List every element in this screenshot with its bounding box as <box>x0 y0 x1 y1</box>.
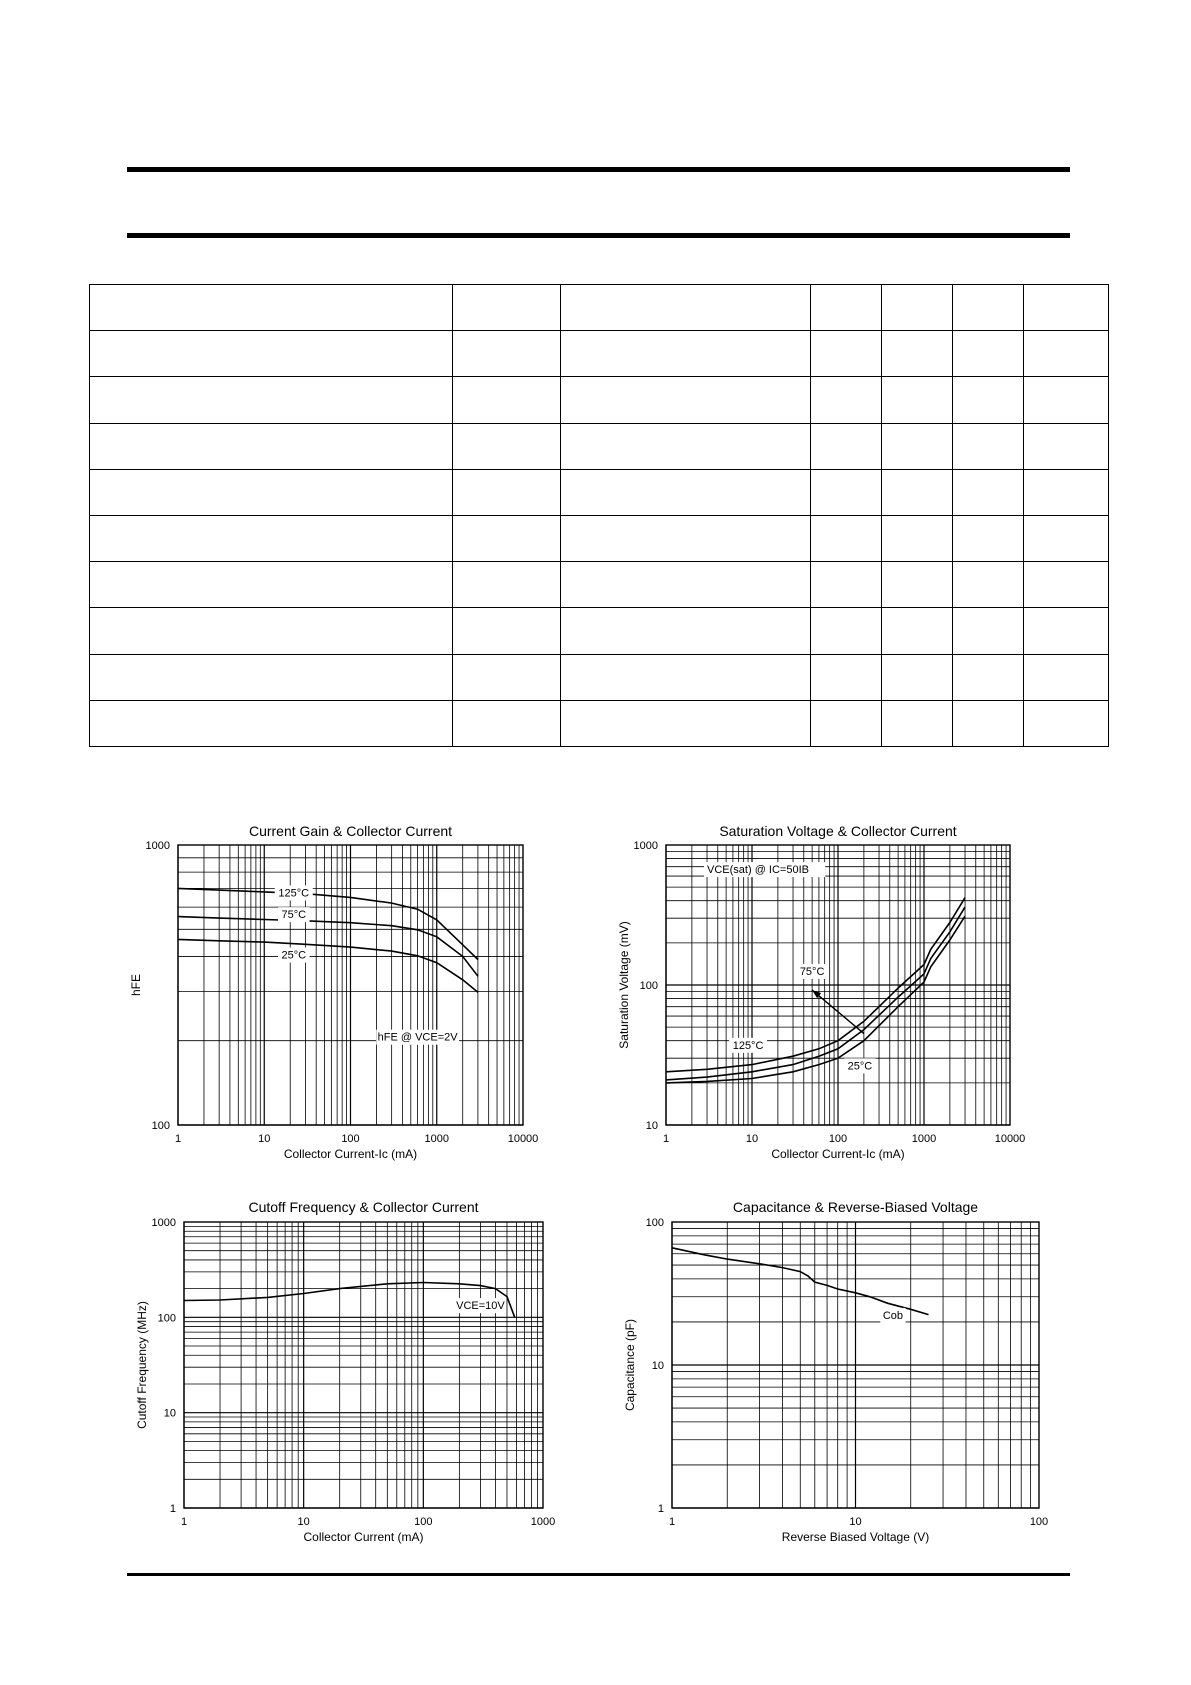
chart-title: Capacitance & Reverse-Biased Voltage <box>732 1199 979 1215</box>
x-tick-label: 100 <box>341 1133 360 1145</box>
y-axis-label: Capacitance (pF) <box>623 1318 637 1412</box>
x-tick-label: 100 <box>1029 1516 1049 1528</box>
y-tick-label: 1 <box>169 1503 176 1515</box>
y-tick-label: 100 <box>639 980 658 992</box>
chart-title: Current Gain & Collector Current <box>248 823 453 839</box>
grid <box>178 845 523 1125</box>
x-tick-label: 1 <box>662 1133 670 1145</box>
x-axis-label: Collector Current-Ic (mA) <box>771 1147 905 1161</box>
x-tick-label: 10 <box>849 1516 862 1528</box>
chart-2 <box>617 823 1025 1161</box>
x-tick-label: 1000 <box>911 1133 937 1145</box>
y-tick-label: 1 <box>657 1503 664 1515</box>
x-tick-label: 10000 <box>507 1133 539 1145</box>
y-axis-label: Cutoff Frequency (MHz) <box>135 1301 149 1429</box>
annotation-label: hFE @ VCE=2V <box>377 1031 458 1044</box>
annotation-label: 75°C <box>281 909 307 922</box>
x-tick-label: 1 <box>668 1516 676 1528</box>
annotation-label: VCE=10V <box>456 1300 505 1313</box>
annotation-label: 75°C <box>799 965 825 978</box>
y-tick-label: 100 <box>151 1120 170 1132</box>
annotation-label: VCE(sat) @ IC=50IB <box>707 864 809 877</box>
x-tick-label: 10 <box>258 1133 271 1145</box>
y-tick-label: 100 <box>645 1217 664 1229</box>
chart-1 <box>129 823 538 1161</box>
y-axis-label: hFE <box>129 973 143 997</box>
x-tick-label: 1 <box>180 1516 188 1528</box>
grid <box>672 1222 1039 1508</box>
chart-title: Cutoff Frequency & Collector Current <box>248 1199 479 1215</box>
annotation-label: 25°C <box>847 1060 873 1073</box>
y-tick-label: 1000 <box>145 840 170 852</box>
annotation-label: 125°C <box>278 887 310 900</box>
y-tick-label: 100 <box>157 1312 176 1325</box>
x-tick-label: 10 <box>745 1133 759 1145</box>
x-axis-label: Collector Current (mA) <box>303 1530 424 1544</box>
plot-frame <box>184 1222 543 1508</box>
y-tick-label: 10 <box>163 1407 176 1420</box>
x-tick-label: 10000 <box>994 1133 1026 1145</box>
grid <box>666 845 1010 1125</box>
annotation-label: 125°C <box>732 1039 764 1052</box>
chart-3 <box>135 1199 555 1544</box>
grid <box>184 1222 543 1508</box>
x-tick-label: 10 <box>297 1516 310 1528</box>
x-axis-label: Collector Current-Ic (mA) <box>283 1147 418 1161</box>
x-tick-label: 1 <box>174 1133 182 1145</box>
x-tick-label: 1000 <box>530 1516 556 1528</box>
y-tick-label: 10 <box>651 1360 664 1372</box>
y-tick-label: 10 <box>645 1120 658 1132</box>
chart-4 <box>623 1199 1048 1544</box>
x-axis-label: Reverse Biased Voltage (V) <box>781 1530 930 1544</box>
annotation-label: Cob <box>882 1309 904 1322</box>
annotation-label: 25°C <box>281 949 307 962</box>
chart-title: Saturation Voltage & Collector Current <box>719 823 957 839</box>
y-tick-label: 1000 <box>633 840 658 852</box>
x-tick-label: 100 <box>414 1516 433 1528</box>
y-tick-label: 1000 <box>151 1217 176 1229</box>
x-tick-label: 100 <box>828 1133 848 1145</box>
y-axis-label: Saturation Voltage (mV) <box>617 921 631 1049</box>
x-tick-label: 1000 <box>424 1133 449 1145</box>
